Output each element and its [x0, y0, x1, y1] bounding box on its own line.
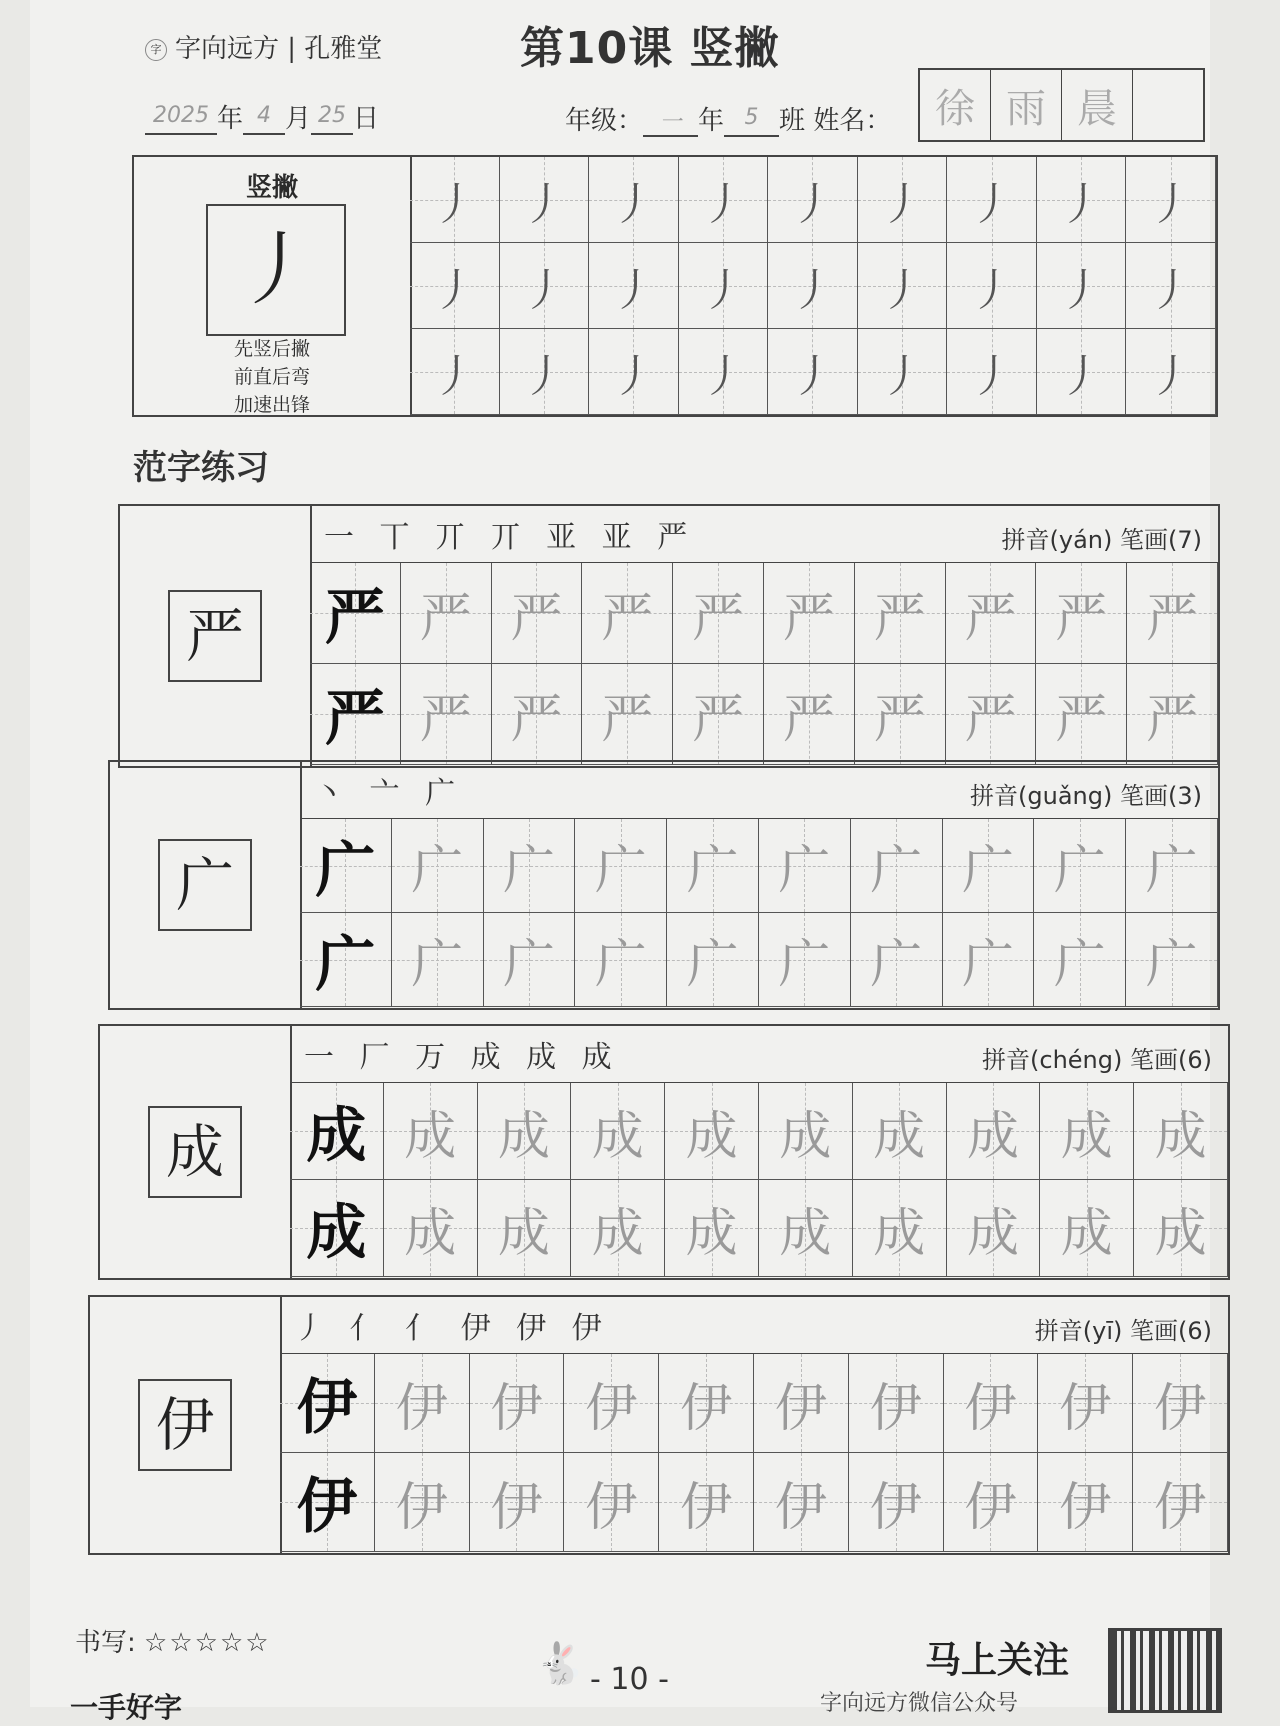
practice-stroke: 丿 [790, 350, 835, 402]
practice-cell[interactable] [575, 913, 667, 1007]
practice-character: 伊 [585, 1477, 638, 1538]
practice-character: 伊 [680, 1378, 733, 1439]
class-field[interactable]: 5 [724, 105, 779, 137]
practice-character: 伊 [1154, 1378, 1207, 1439]
model-character-cell[interactable] [290, 1180, 384, 1277]
stroke-tip: 先竖后撇 [233, 338, 310, 360]
character-sample: 广 [158, 839, 252, 931]
practice-cell[interactable] [768, 157, 858, 243]
practice-cell[interactable] [1126, 329, 1216, 415]
practice-character: 广 [411, 841, 464, 901]
practice-character: 广 [778, 841, 831, 901]
day-label: 日 [353, 104, 380, 134]
bottom-slogan: 一手好字 [70, 1691, 183, 1724]
stroke-order-row [300, 762, 1218, 819]
practice-character: 成 [685, 1203, 738, 1264]
practice-character: 成 [873, 1203, 926, 1264]
practice-cell[interactable] [1133, 1354, 1228, 1453]
practice-cell[interactable] [673, 563, 764, 664]
practice-character: 严 [782, 588, 835, 649]
practice-cell[interactable] [851, 819, 943, 913]
practice-character: 伊 [964, 1477, 1017, 1538]
pinyin-label: 拼音(yī) [1034, 1317, 1123, 1345]
follow-text: 马上关注 [925, 1640, 1070, 1681]
practice-character: 伊 [490, 1378, 543, 1439]
practice-cell[interactable] [401, 664, 492, 765]
practice-character: 成 [1154, 1203, 1207, 1264]
practice-cell[interactable] [858, 329, 948, 415]
practice-character: 广 [870, 841, 923, 901]
practice-stroke: 丿 [432, 178, 477, 230]
practice-cell[interactable] [946, 563, 1037, 664]
practice-cell[interactable] [754, 1354, 849, 1453]
practice-stroke: 丿 [611, 178, 656, 230]
model-character-cell[interactable] [300, 913, 392, 1007]
practice-cell[interactable] [665, 1180, 759, 1277]
practice-cell[interactable] [1037, 157, 1127, 243]
stroke-tip: 前直后弯 [233, 366, 310, 388]
practice-cell[interactable] [470, 1354, 565, 1453]
practice-character: 严 [510, 689, 563, 750]
practice-character: 伊 [395, 1378, 448, 1439]
model-character: 严 [324, 684, 385, 754]
practice-cell[interactable] [673, 664, 764, 765]
model-character: 广 [315, 929, 376, 1000]
character-sample-panel [100, 1026, 292, 1278]
practice-cell[interactable] [768, 243, 858, 329]
pinyin-label: 拼音(chéng) [982, 1046, 1123, 1074]
practice-cell[interactable] [384, 1180, 478, 1277]
practice-character: 成 [591, 1203, 644, 1264]
practice-stroke: 丿 [969, 178, 1014, 230]
model-character-cell[interactable] [310, 563, 401, 664]
character-block [108, 760, 1220, 1010]
character-info [1002, 520, 1203, 555]
practice-stroke: 丿 [790, 178, 835, 230]
practice-character: 伊 [1059, 1477, 1112, 1538]
character-practice-grid [300, 819, 1218, 1007]
model-character-cell[interactable] [310, 664, 401, 765]
practice-cell[interactable] [1040, 1180, 1134, 1277]
practice-cell[interactable] [564, 1354, 659, 1453]
practice-cell[interactable] [1037, 329, 1127, 415]
practice-cell[interactable] [589, 157, 679, 243]
model-character: 成 [306, 1198, 367, 1268]
practice-character: 严 [964, 689, 1017, 750]
name-box[interactable]: 雨 [991, 70, 1062, 140]
qr-code [1108, 1628, 1222, 1713]
practice-cell[interactable] [947, 1180, 1041, 1277]
practice-cell[interactable] [768, 329, 858, 415]
practice-stroke: 丿 [1059, 178, 1104, 230]
practice-character: 成 [497, 1203, 550, 1264]
practice-cell[interactable] [1126, 913, 1218, 1007]
practice-cell[interactable] [946, 664, 1037, 765]
practice-cell[interactable] [478, 1083, 572, 1180]
practice-cell[interactable] [410, 157, 500, 243]
practice-stroke: 丿 [521, 350, 566, 402]
practice-character: 广 [411, 935, 464, 995]
practice-cell[interactable] [1127, 664, 1218, 765]
practice-character: 严 [692, 588, 745, 649]
practice-stroke: 丿 [880, 350, 925, 402]
character-sample: 伊 [138, 1379, 232, 1471]
character-sample: 严 [168, 590, 262, 682]
practice-cell[interactable] [500, 329, 590, 415]
model-character: 广 [315, 835, 376, 906]
practice-character: 成 [873, 1106, 926, 1167]
practice-stroke: 丿 [1148, 178, 1193, 230]
character-practice-panel [280, 1297, 1228, 1553]
practice-cell[interactable] [1133, 1453, 1228, 1552]
practice-character: 严 [601, 588, 654, 649]
pinyin-label: 拼音(yán) [1001, 526, 1113, 554]
practice-cell[interactable] [947, 329, 1037, 415]
character-info [970, 776, 1202, 811]
practice-cell[interactable] [665, 1083, 759, 1180]
practice-stroke: 丿 [880, 178, 925, 230]
character-practice-panel [300, 762, 1218, 1008]
practice-character: 成 [497, 1106, 550, 1167]
practice-character: 伊 [680, 1477, 733, 1538]
practice-character: 严 [964, 588, 1017, 649]
stroke-order-sequence: 丿 亻 亻 伊 伊 伊 [294, 1311, 610, 1346]
practice-stroke: 丿 [611, 264, 656, 316]
practice-cell[interactable] [943, 819, 1035, 913]
practice-character: 广 [1145, 935, 1198, 995]
practice-character: 成 [779, 1203, 832, 1264]
practice-cell[interactable] [1036, 664, 1127, 765]
practice-cell[interactable] [667, 819, 759, 913]
character-info [1035, 1311, 1212, 1346]
practice-cell[interactable] [944, 1354, 1039, 1453]
practice-cell[interactable] [764, 563, 855, 664]
stroke-practice-grid [410, 157, 1216, 415]
name-box[interactable] [1133, 70, 1203, 140]
practice-character: 伊 [869, 1378, 922, 1439]
practice-cell[interactable] [947, 243, 1037, 329]
practice-cell[interactable] [1034, 819, 1126, 913]
grade-label: 年级： [565, 106, 644, 136]
practice-cell[interactable] [759, 1180, 853, 1277]
practice-character: 伊 [395, 1477, 448, 1538]
worksheet-page [30, 0, 1212, 1724]
practice-cell[interactable] [564, 1453, 659, 1552]
character-block [118, 504, 1220, 768]
practice-cell[interactable] [947, 157, 1037, 243]
character-practice-grid [280, 1354, 1228, 1552]
page-title: 第10课 竖撇 [520, 23, 780, 74]
practice-character: 成 [779, 1106, 832, 1167]
practice-cell[interactable] [759, 1083, 853, 1180]
practice-character: 伊 [490, 1477, 543, 1538]
character-practice-panel [290, 1026, 1228, 1278]
model-character: 严 [324, 583, 385, 653]
stroke-order-sequence: 一 厂 万 成 成 成 [304, 1040, 620, 1075]
practice-stroke: 丿 [1059, 350, 1104, 402]
model-character-cell[interactable] [280, 1354, 375, 1453]
practice-stroke: 丿 [700, 264, 745, 316]
practice-character: 广 [686, 935, 739, 995]
practice-character: 严 [692, 689, 745, 750]
practice-cell[interactable] [589, 329, 679, 415]
practice-character: 严 [601, 689, 654, 750]
stroke-count-label: 笔画(6) [1130, 1317, 1212, 1345]
practice-character: 广 [502, 935, 555, 995]
rabbit-icon: 🐇 [535, 1641, 585, 1687]
practice-cell[interactable] [1134, 1083, 1228, 1180]
practice-stroke: 丿 [969, 264, 1014, 316]
practice-character: 成 [1154, 1106, 1207, 1167]
practice-cell[interactable] [754, 1453, 849, 1552]
practice-character: 成 [966, 1203, 1019, 1264]
character-practice-grid [290, 1083, 1228, 1277]
practice-cell[interactable] [679, 157, 769, 243]
practice-cell[interactable] [679, 243, 769, 329]
practice-character: 严 [782, 689, 835, 750]
practice-cell[interactable] [589, 243, 679, 329]
practice-character: 成 [1060, 1203, 1113, 1264]
character-block [98, 1024, 1230, 1280]
practice-cell[interactable] [571, 1180, 665, 1277]
practice-cell[interactable] [659, 1453, 754, 1552]
day-field[interactable]: 25 [311, 103, 353, 135]
stroke-info-panel [134, 157, 412, 415]
practice-character: 广 [1053, 935, 1106, 995]
practice-cell[interactable] [500, 157, 590, 243]
practice-character: 成 [404, 1106, 457, 1167]
model-character-cell[interactable] [280, 1453, 375, 1552]
practice-cell[interactable] [1127, 563, 1218, 664]
practice-cell[interactable] [759, 913, 851, 1007]
practice-cell[interactable] [392, 913, 484, 1007]
practice-cell[interactable] [582, 664, 673, 765]
practice-cell[interactable] [492, 563, 583, 664]
practice-cell[interactable] [667, 913, 759, 1007]
practice-cell[interactable] [484, 913, 576, 1007]
practice-cell[interactable] [484, 819, 576, 913]
practice-character: 严 [419, 588, 472, 649]
practice-cell[interactable] [500, 243, 590, 329]
practice-cell[interactable] [858, 157, 948, 243]
practice-cell[interactable] [947, 1083, 1041, 1180]
practice-stroke: 丿 [700, 178, 745, 230]
practice-stroke: 丿 [1148, 350, 1193, 402]
practice-cell[interactable] [849, 1453, 944, 1552]
practice-character: 广 [1053, 841, 1106, 901]
stroke-sample: 丿 [206, 204, 346, 336]
practice-character: 严 [873, 689, 926, 750]
practice-character: 广 [961, 935, 1014, 995]
year-field[interactable]: 2025 [145, 103, 217, 135]
practice-character: 严 [419, 689, 472, 750]
practice-cell[interactable] [492, 664, 583, 765]
practice-cell[interactable] [392, 819, 484, 913]
practice-cell[interactable] [1126, 243, 1216, 329]
stroke-practice-section [132, 155, 1218, 417]
practice-character: 严 [1146, 689, 1199, 750]
month-label: 月 [285, 104, 312, 134]
practice-character: 严 [510, 588, 563, 649]
practice-character: 广 [686, 841, 739, 901]
class-label: 班 [779, 106, 806, 136]
model-character: 成 [306, 1101, 367, 1171]
pinyin-label: 拼音(guǎng) [970, 782, 1113, 810]
rating-label: 书写: [75, 1628, 136, 1658]
character-block [88, 1295, 1230, 1555]
practice-cell[interactable] [582, 563, 673, 664]
practice-character: 伊 [585, 1378, 638, 1439]
practice-stroke: 丿 [969, 350, 1014, 402]
model-character: 伊 [296, 1373, 357, 1443]
practice-cell[interactable] [1034, 913, 1126, 1007]
practice-character: 广 [594, 935, 647, 995]
practice-cell[interactable] [659, 1354, 754, 1453]
logo-icon: 字 [145, 39, 167, 61]
practice-cell[interactable] [1126, 157, 1216, 243]
practice-character: 伊 [774, 1477, 827, 1538]
character-sample-panel [120, 506, 312, 766]
character-sample-panel [110, 762, 302, 1008]
practice-cell[interactable] [478, 1180, 572, 1277]
practice-cell[interactable] [470, 1453, 565, 1552]
practice-cell[interactable] [1038, 1354, 1133, 1453]
brand-logo [145, 28, 382, 65]
section-heading: 范字练习 [133, 448, 269, 488]
practice-cell[interactable] [410, 243, 500, 329]
practice-character: 伊 [1059, 1378, 1112, 1439]
practice-cell[interactable] [759, 819, 851, 913]
date-line [145, 98, 379, 135]
model-character-cell[interactable] [300, 819, 392, 913]
practice-stroke: 丿 [521, 178, 566, 230]
practice-character: 伊 [964, 1378, 1017, 1439]
practice-stroke: 丿 [432, 264, 477, 316]
page-number: - 10 - [590, 1662, 669, 1697]
stroke-order-row [290, 1026, 1228, 1083]
practice-character: 成 [966, 1106, 1019, 1167]
practice-character: 严 [873, 588, 926, 649]
practice-stroke: 丿 [432, 350, 477, 402]
name-boxes [918, 68, 1205, 142]
practice-character: 广 [778, 935, 831, 995]
month-field[interactable]: 4 [243, 103, 285, 135]
practice-stroke: 丿 [1059, 264, 1104, 316]
practice-character: 广 [594, 841, 647, 901]
practice-cell[interactable] [375, 1354, 470, 1453]
practice-cell[interactable] [1040, 1083, 1134, 1180]
practice-stroke: 丿 [521, 264, 566, 316]
practice-character: 成 [1060, 1106, 1113, 1167]
rating [75, 1622, 271, 1659]
model-character: 伊 [296, 1472, 357, 1542]
logo-text: 字向远方 | 孔雅堂 [175, 34, 383, 64]
model-character-cell[interactable] [290, 1083, 384, 1180]
practice-character: 成 [685, 1106, 738, 1167]
year-label: 年 [217, 104, 244, 134]
stroke-count-label: 笔画(7) [1120, 526, 1202, 554]
practice-stroke: 丿 [790, 264, 835, 316]
practice-cell[interactable] [1126, 819, 1218, 913]
character-practice-panel [310, 506, 1218, 766]
stroke-order-row [310, 506, 1218, 563]
stroke-title: 竖撇 [245, 173, 298, 203]
practice-character: 伊 [1154, 1477, 1207, 1538]
stroke-count-label: 笔画(6) [1130, 1046, 1212, 1074]
practice-character: 严 [1146, 588, 1199, 649]
stroke-order-sequence: 丶 亠 广 [314, 776, 464, 811]
practice-character: 成 [591, 1106, 644, 1167]
practice-cell[interactable] [855, 563, 946, 664]
practice-stroke: 丿 [611, 350, 656, 402]
practice-cell[interactable] [849, 1354, 944, 1453]
practice-character: 广 [502, 841, 555, 901]
practice-stroke: 丿 [1148, 264, 1193, 316]
stroke-tip: 加速出锋 [233, 394, 310, 416]
grade-field[interactable]: 一 [643, 105, 698, 137]
practice-character: 广 [1145, 841, 1198, 901]
stroke-count-label: 笔画(3) [1120, 782, 1202, 810]
practice-character: 广 [961, 841, 1014, 901]
practice-cell[interactable] [571, 1083, 665, 1180]
name-box[interactable]: 晨 [1062, 70, 1133, 140]
name-box[interactable]: 徐 [920, 70, 991, 140]
grade-line [565, 100, 891, 137]
practice-cell[interactable] [375, 1453, 470, 1552]
practice-cell[interactable] [1038, 1453, 1133, 1552]
practice-character: 广 [870, 935, 923, 995]
practice-character: 严 [1055, 689, 1108, 750]
practice-cell[interactable] [401, 563, 492, 664]
practice-cell[interactable] [943, 913, 1035, 1007]
practice-character: 伊 [774, 1378, 827, 1439]
practice-cell[interactable] [384, 1083, 478, 1180]
practice-cell[interactable] [855, 664, 946, 765]
star-rating[interactable]: ☆☆☆☆☆ [144, 1628, 271, 1658]
practice-stroke: 丿 [880, 264, 925, 316]
practice-cell[interactable] [851, 913, 943, 1007]
character-sample: 成 [148, 1106, 242, 1198]
practice-cell[interactable] [679, 329, 769, 415]
stroke-order-row [280, 1297, 1228, 1354]
practice-cell[interactable] [410, 329, 500, 415]
practice-cell[interactable] [764, 664, 855, 765]
stroke-tips [134, 335, 410, 419]
practice-cell[interactable] [853, 1180, 947, 1277]
practice-cell[interactable] [853, 1083, 947, 1180]
character-practice-grid [310, 563, 1218, 765]
practice-cell[interactable] [575, 819, 667, 913]
practice-cell[interactable] [1037, 243, 1127, 329]
stroke-order-sequence: 一 丅 丌 丌 亚 亚 严 [324, 520, 696, 555]
practice-cell[interactable] [858, 243, 948, 329]
grade-year-label: 年 [698, 106, 725, 136]
character-info [982, 1040, 1212, 1075]
practice-stroke: 丿 [700, 350, 745, 402]
character-sample-panel [90, 1297, 282, 1553]
practice-character: 伊 [869, 1477, 922, 1538]
practice-character: 严 [1055, 588, 1108, 649]
practice-character: 成 [404, 1203, 457, 1264]
practice-cell[interactable] [944, 1453, 1039, 1552]
practice-cell[interactable] [1036, 563, 1127, 664]
name-label: 姓名： [813, 106, 892, 136]
follow-subtitle: 字向远方微信公众号 [820, 1691, 1019, 1716]
practice-cell[interactable] [1134, 1180, 1228, 1277]
